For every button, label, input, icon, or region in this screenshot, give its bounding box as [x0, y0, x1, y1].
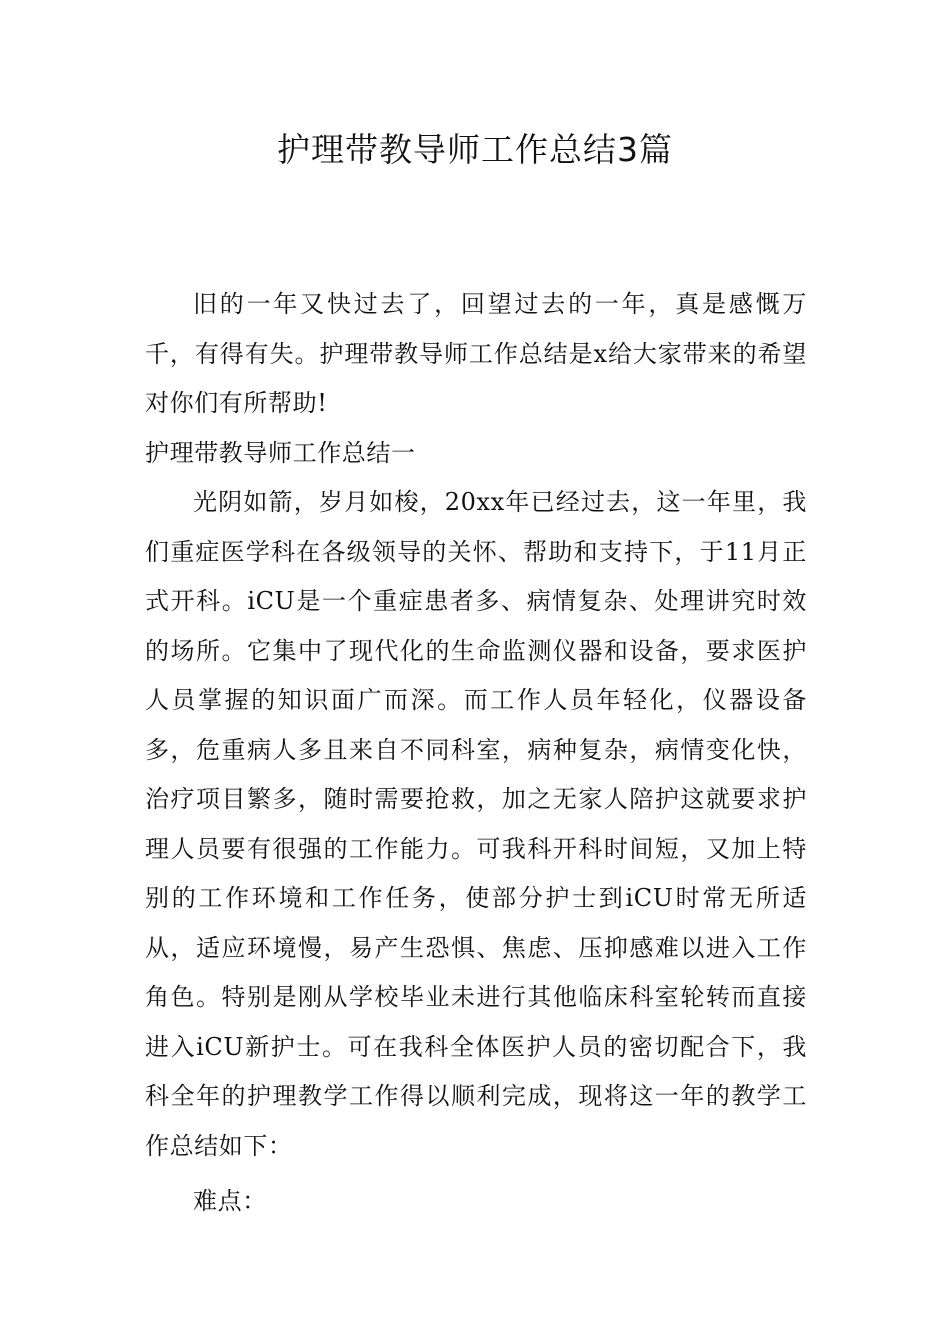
subheading-paragraph: 难点： — [193, 1187, 267, 1215]
document-body — [145, 280, 807, 1227]
intro-paragraph: 旧的一年又快过去了，回望过去的一年，真是感慨万千，有得有失。护理带教导师工作总结是x给大家带来的希望对你们有所帮助! — [145, 290, 807, 417]
body-paragraph: 光阴如箭，岁月如梭，20xx年已经过去，这一年里，我们重症医学科在各级领导的关怀、帮助和支持下，于11月正式开科。iCU是一个重症患者多、病情复杂、处理讲究时效的场所。它集中了现代化的生命监测仪器和设备，要求医护人员掌握的知识面广而深。而工作人员年轻化，仪器设备多，危重病人多且来自不同科室，病种复杂，病情变化快，治疗项目繁多，随时需要抢救，加之无家人陪护这就要求护理人员要有很强的工作能力。可我科开科时间短，又加上特别的工作环境和工作任务，使部分护士到iCU时常无所适从，适应环境慢，易产生恐惧、焦虑、压抑感难以进入工作角色。特别是刚从学校毕业未进行其他临床科室轮转而直接进入iCU新护士。可在我科全体医护人员的密切配合下，我科全年的护理教学工作得以顺利完成，现将这一年的教学工作总结如下： — [145, 488, 807, 1160]
document-title: 护理带教导师工作总结3篇 — [277, 130, 673, 169]
section-heading: 护理带教导师工作总结一 — [145, 438, 416, 467]
